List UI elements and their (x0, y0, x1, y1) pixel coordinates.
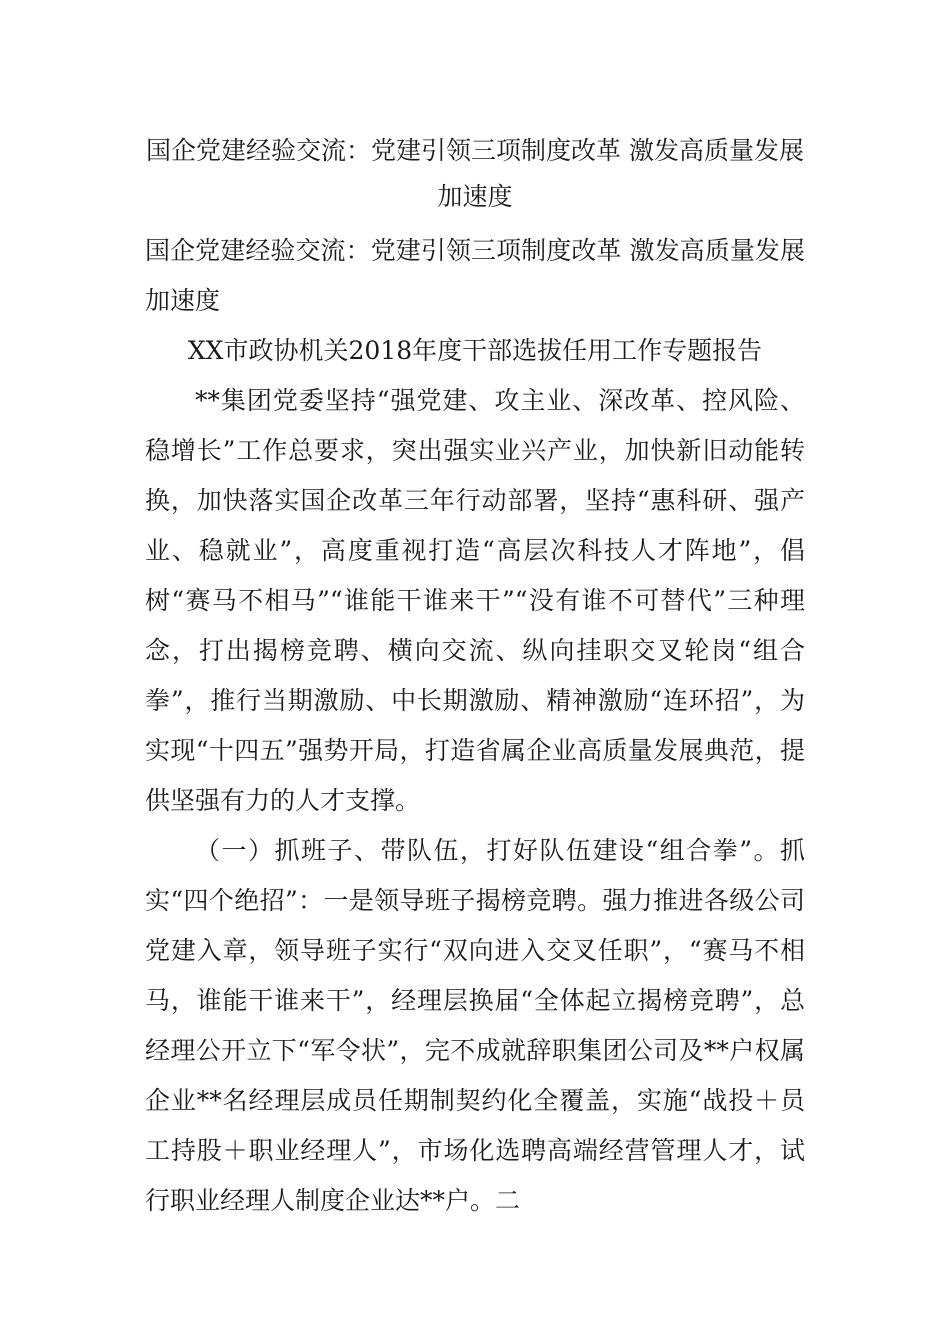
document-body (145, 226, 805, 1226)
body-paragraph-2: （一）抓班子、带队伍，打好队伍建设“组合拳”。抓实“四个绝招”：一是领导班子揭榜竞聘。强力推进各级公司党建入章，领导班子实行“双向进入交叉任职”，“赛马不相马，谁能干谁来干”，经理层换届“全体起立揭榜竞聘”，总经理公开立下“军令状”，完不成就辞职集团公司及**户权属企业**名经理层成员任期制契约化全覆盖，实施“战投＋员工持股＋职业经理人”，市场化选聘高端经营管理人才，试行职业经理人制度企业达**户。二 (145, 836, 805, 1215)
document-title: 国企党建经验交流：党建引领三项制度改革 激发高质量发展加速度 (146, 136, 804, 211)
heading-repeat: 国企党建经验交流：党建引领三项制度改革 激发高质量发展加速度 (145, 236, 805, 315)
report-subtitle: XX市政协机关2018年度干部选拔任用工作专题报告 (187, 336, 763, 365)
body-paragraph-1: **集团党委坚持“强党建、攻主业、深改革、控风险、稳增长”工作总要求，突出强实业兴产业，加快新旧动能转换，加快落实国企改革三年行动部署，坚持“惠科研、强产业、稳就业”，高度重视打造“高层次科技人才阵地”，倡树“赛马不相马”“谁能干谁来干”“没有谁不可替代”三种理念，打出揭榜竞聘、横向交流、纵向挂职交叉轮岗“组合拳”，推行当期激励、中长期激励、精神激励“连环招”，为实现“十四五”强势开局，打造省属企业高质量发展典范，提供坚强有力的人才支撑。 (145, 386, 805, 815)
